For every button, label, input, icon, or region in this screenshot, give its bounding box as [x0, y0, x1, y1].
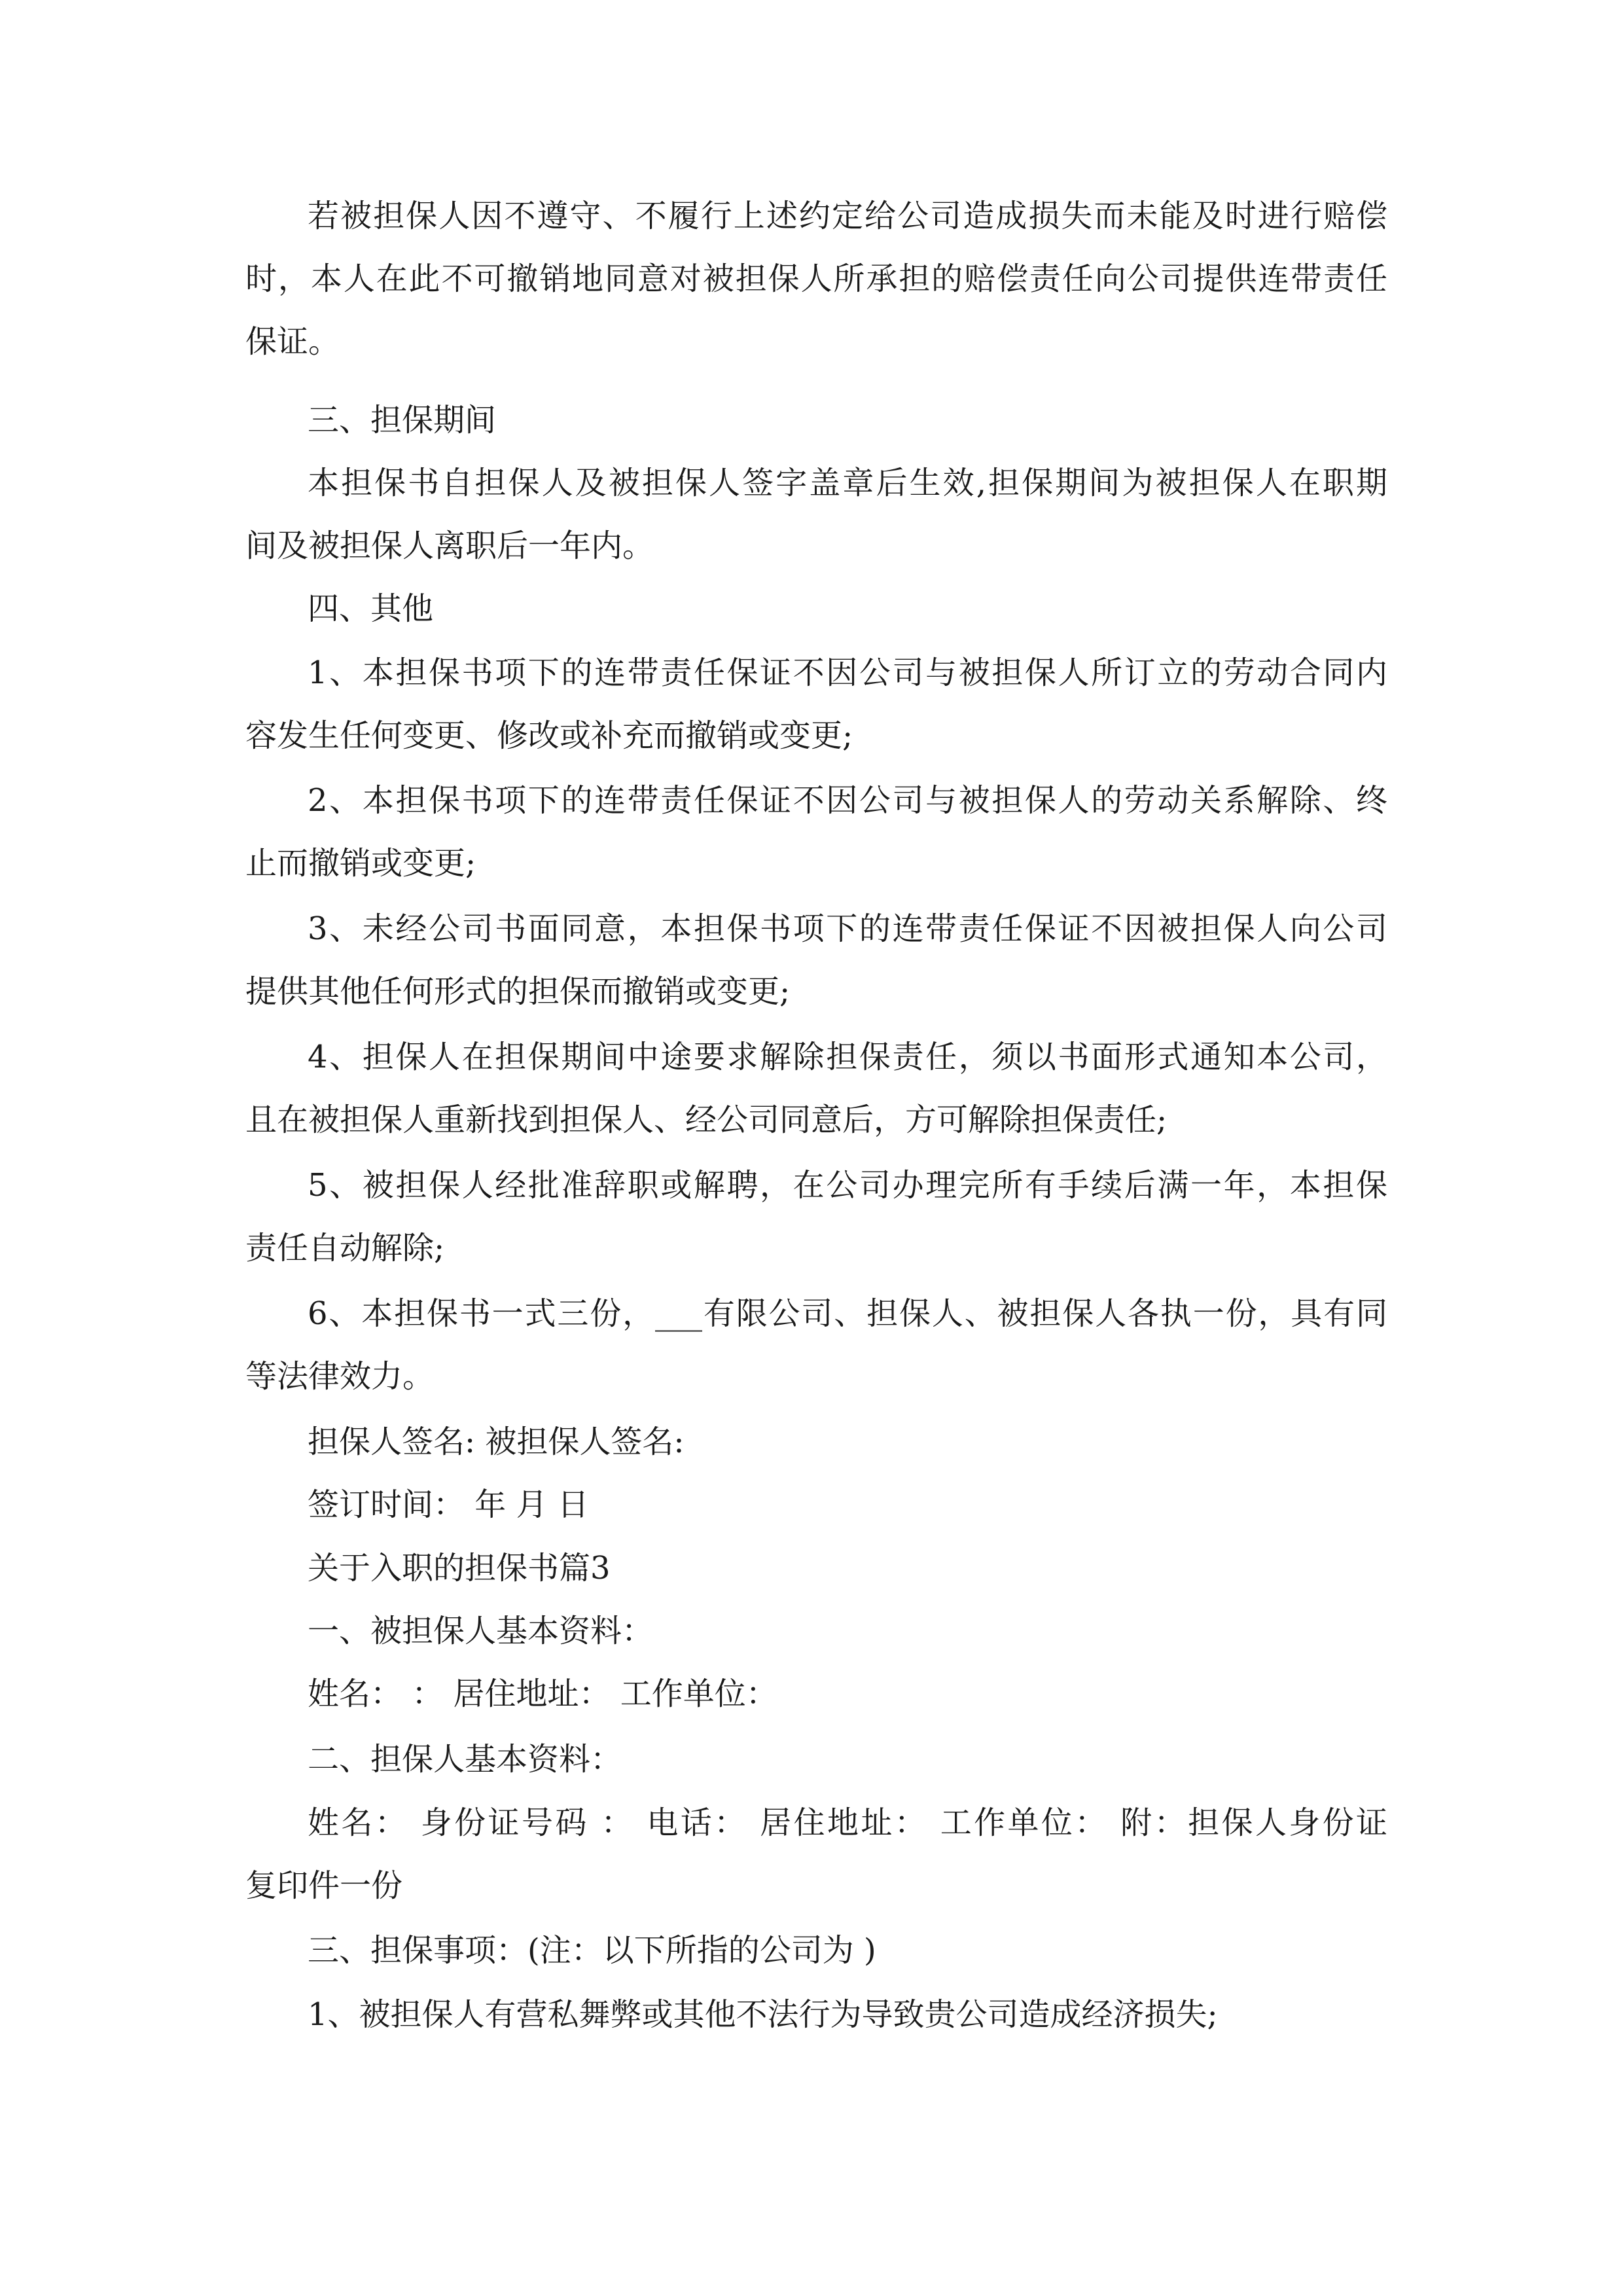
section-heading: 三、担保期间 — [308, 402, 497, 439]
clause-line: 且在被担保人重新找到担保人、经公司同意后，方可解除担保责任; — [245, 1102, 1168, 1138]
clause-line: 6、本担保书一式三份，___有限公司、担保人、被担保人各执一份，具有同 — [308, 1295, 1387, 1332]
signature-line: 担保人签名: 被担保人签名: — [308, 1424, 685, 1460]
clause-line: 容发生任何变更、修改或补充而撤销或变更; — [245, 717, 853, 754]
paragraph-line: 若被担保人因不遵守、不履行上述约定给公司造成损失而未能及时进行赔偿 — [308, 198, 1387, 234]
form-field-line: 复印件一份 — [245, 1867, 403, 1904]
clause-line: 2、本担保书项下的连带责任保证不因公司与被担保人的劳动关系解除、终 — [308, 782, 1387, 819]
clause-line: 等法律效力。 — [245, 1358, 435, 1395]
date-line: 签订时间： 年 月 日 — [308, 1486, 589, 1523]
clause-line: 1、被担保人有营私舞弊或其他不法行为导致贵公司造成经济损失; — [308, 1996, 1218, 2033]
paragraph-line: 间及被担保人离职后一年内。 — [245, 528, 654, 564]
paragraph-line: 保证。 — [245, 323, 340, 360]
clause-line: 提供其他任何形式的担保而撤销或变更; — [245, 973, 791, 1010]
clause-line: 止而撤销或变更; — [245, 845, 476, 882]
clause-line: 4、担保人在担保期间中途要求解除担保责任，须以书面形式通知本公司， — [308, 1039, 1387, 1075]
section-heading: 一、被担保人基本资料： — [308, 1613, 654, 1649]
clause-line: 责任自动解除; — [245, 1230, 445, 1266]
clause-line: 1、本担保书项下的连带责任保证不因公司与被担保人所订立的劳动合同内 — [308, 655, 1387, 691]
clause-line: 3、未经公司书面同意，本担保书项下的连带责任保证不因被担保人向公司 — [308, 910, 1387, 947]
paragraph-line: 时，本人在此不可撤销地同意对被担保人所承担的赔偿责任向公司提供连带责任 — [245, 260, 1387, 297]
section-heading: 二、担保人基本资料： — [308, 1741, 622, 1778]
clause-line: 5、被担保人经批准辞职或解聘，在公司办理完所有手续后满一年，本担保 — [308, 1167, 1387, 1204]
paragraph-line: 本担保书自担保人及被担保人签字盖章后生效,担保期间为被担保人在职期 — [308, 465, 1387, 501]
section-title: 关于入职的担保书篇3 — [308, 1550, 611, 1587]
section-heading: 三、担保事项：(注：以下所指的公司为 ) — [308, 1932, 876, 1969]
section-heading: 四、其他 — [308, 590, 434, 627]
form-field-line: 姓名： ： 居住地址： 工作单位： — [308, 1676, 777, 1712]
form-field-line: 姓名： 身份证号码 ： 电话： 居住地址： 工作单位： 附：担保人身份证 — [308, 1804, 1387, 1841]
